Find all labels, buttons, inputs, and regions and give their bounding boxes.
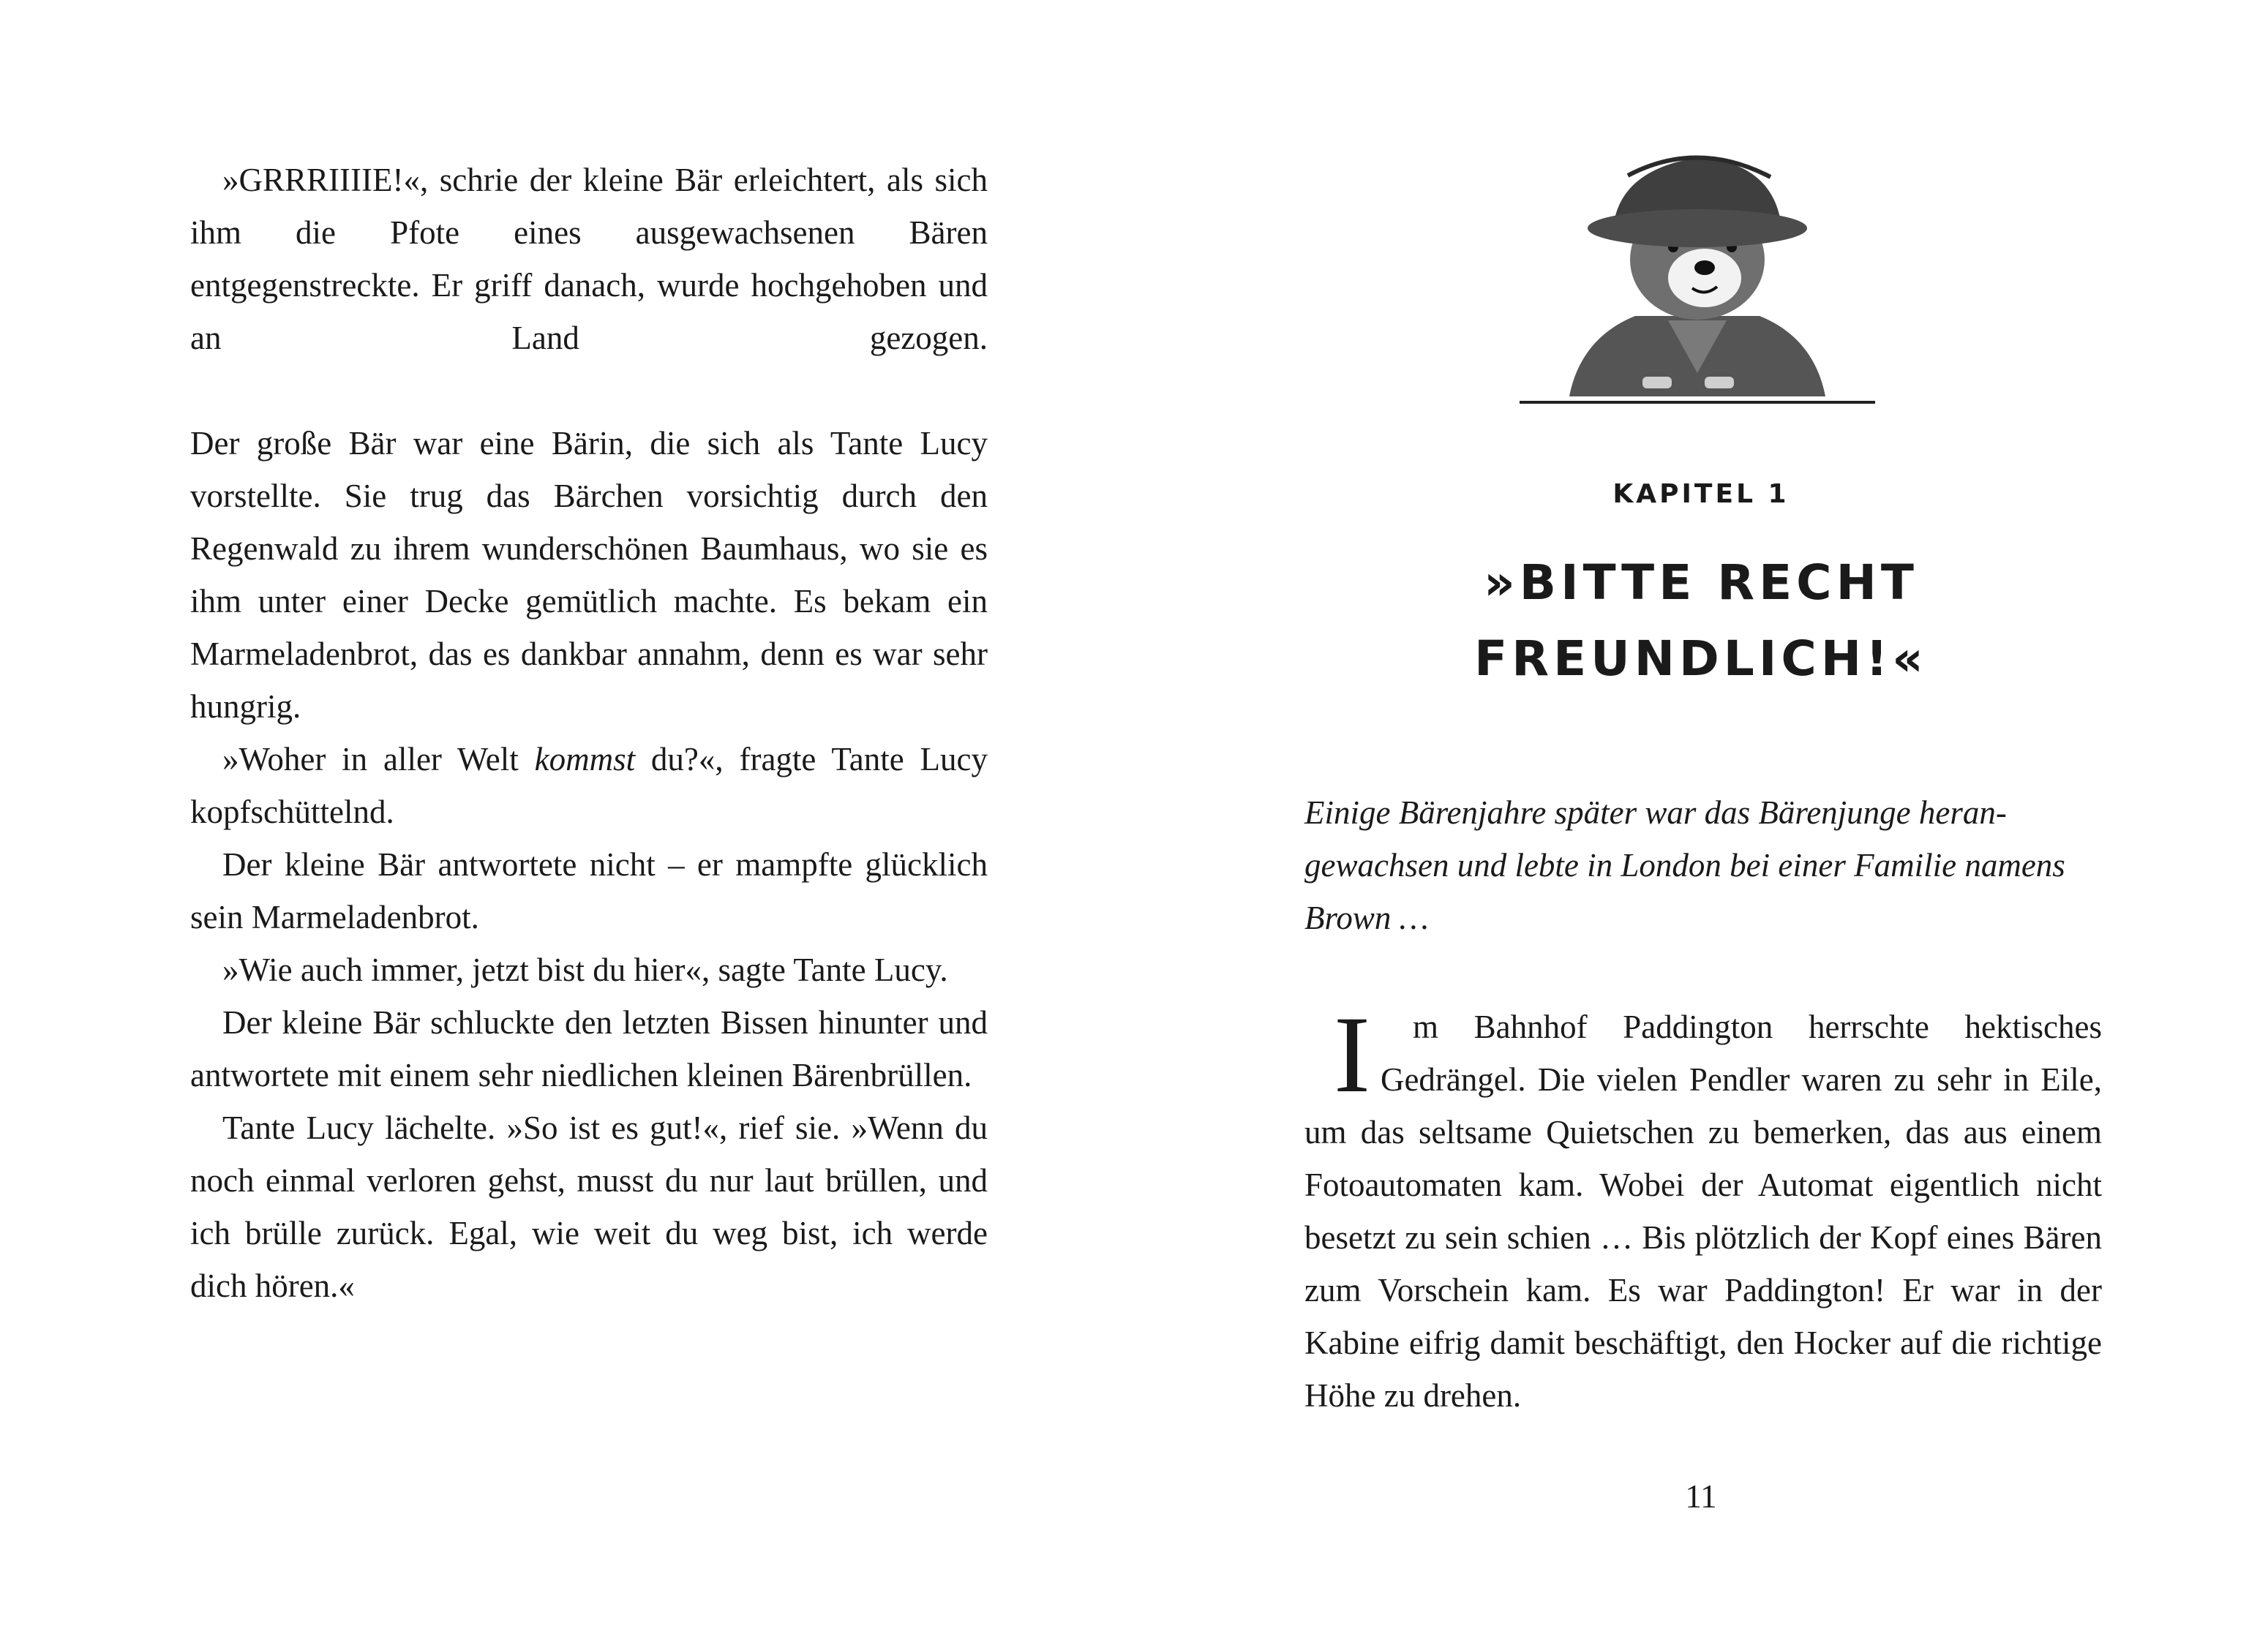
chapter-intro xyxy=(1304,786,2102,944)
paragraph-schluckte: Der kleine Bär schluckte den letzten Bissen hinunter und antwortete mit einem sehr niedlichen kleinen Bärenbrüllen. xyxy=(190,1004,988,1093)
p3-italic: kommst xyxy=(534,741,636,777)
chapter-title xyxy=(1134,545,2268,697)
paragraph-tante-lucy-intro: Der große Bär war eine Bärin, die sich als Tante Lucy vorstellte. Sie trug das Bärchen vorsichtig durch den Regenwald zu ihrem wunderschönen Baumhaus, wo sie es ihm unter einer Decke gemütlich machte. Es bekam ein Marmeladenbrot, das es dankbar annahm, denn es war sehr hungrig. xyxy=(190,425,988,725)
paragraph-laechelte: Tante Lucy lächelte. »So ist es gut!«, rief sie. »Wenn du noch einmal verloren gehst, musst du nur laut brüllen, und ich brülle zurück. Egal, wie weit du weg bist, ich werde dich hören.« xyxy=(190,1110,988,1304)
p3-before: »Woher in aller Welt xyxy=(222,741,535,777)
right-page xyxy=(1134,0,2268,1642)
page-number: 11 xyxy=(1685,1478,1717,1515)
paragraph-bahnhof-paddington xyxy=(1304,994,2102,1422)
intro-line-2: gewachsen und lebte in London bei einer Familie namens xyxy=(1304,847,2065,884)
right-page-text xyxy=(1304,994,2102,1422)
paddington-bear-illustration xyxy=(1518,124,1877,406)
dropcap: I xyxy=(1334,994,1370,1115)
paragraph-woher xyxy=(190,733,988,838)
p3-after: du?«, fragte Tante Lucy kopfschüttelnd. xyxy=(190,741,988,830)
paragraph-mampfte: Der kleine Bär antwortete nicht – er mampfte glücklich sein Marmeladenbrot. xyxy=(190,846,988,935)
paragraph-wie-auch-immer: »Wie auch immer, jetzt bist du hier«, sagte Tante Lucy. xyxy=(222,952,948,988)
chapter-title-line-2: FREUNDLICH!« xyxy=(1474,630,1928,687)
left-page-text xyxy=(190,154,988,1312)
intro-line-3: Brown … xyxy=(1304,900,1429,936)
paragraph-body: m Bahnhof Paddington herrschte hektisches Gedrängel. Die vielen Pendler waren zu sehr in Eile, um das seltsame Quietschen zu bemerken, das aus einem Fotoautomaten kam. Wobei der Automat eigentlich nicht besetzt zu sein schien … Bis plötzlich der Kopf eines Bären zum Vorschein kam. Es war Paddington! Er war in der Kabine eifrig damit beschäftigt, den Hocker auf die richtige Höhe zu drehen. xyxy=(1304,1009,2102,1414)
paragraph-grrriiiie: »GRRRIIIIE!«, schrie der kleine Bär erleichtert, als sich ihm die Pfote eines ausgewachsenen Bären entgegenstreckte. Er griff danach, wurde hochgehoben und an Land gezogen. xyxy=(190,162,988,356)
chapter-title-line-1: »BITTE RECHT xyxy=(1484,554,1918,611)
intro-line-1: Einige Bärenjahre später war das Bärenjunge heran- xyxy=(1304,794,2007,831)
chapter-label: KAPITEL 1 xyxy=(1612,479,1790,509)
